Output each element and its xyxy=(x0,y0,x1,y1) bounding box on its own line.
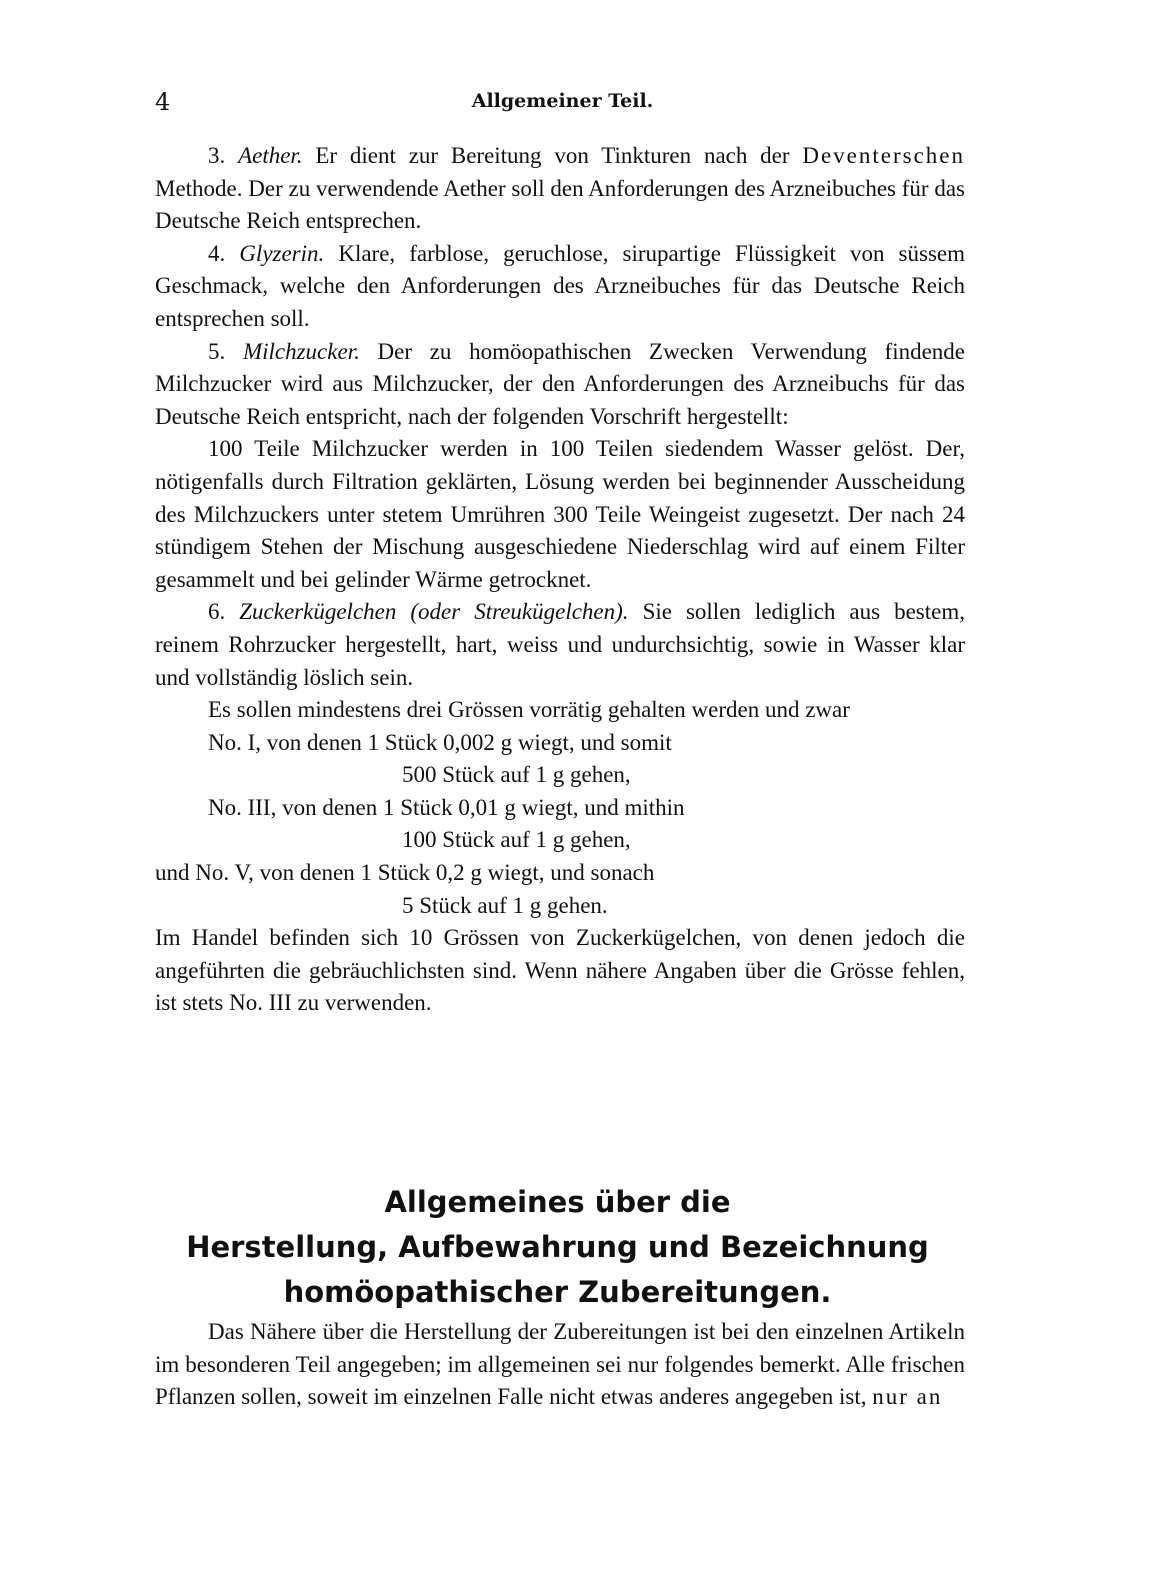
item-number: 6. xyxy=(208,599,226,625)
heading-line: Allgemeines über die xyxy=(384,1185,731,1219)
item-number: 3. xyxy=(208,143,226,168)
size-line: No. I, von denen 1 Stück 0,002 g wiegt, und somit xyxy=(208,729,672,755)
section-paragraph xyxy=(155,1316,965,1414)
section-heading xyxy=(150,1180,965,1315)
closing-paragraph: Im Handel befinden sich 10 Grössen von Zuckerkügelchen, von denen jedoch die angeführten die gebräuchlichsten sind. Wenn nähere Angaben über die Grösse fehlen, ist stets No. III zu verwenden. xyxy=(155,925,965,1016)
paragraph-emphasis: nur an xyxy=(872,1384,943,1410)
section-text xyxy=(155,1316,965,1414)
item-text: Der zu homöopathischen Zwecken Verwendung findende Milchzucker wird aus Milchzucker, der den Anforderungen des Arzneibuchs für das Deutsche Reich entspricht, nach der folgenden Vorschrift hergestellt: xyxy=(155,338,966,429)
size-line: 5 Stück auf 1 g gehen. xyxy=(402,892,608,918)
item-milchzucker xyxy=(155,336,965,434)
page-header xyxy=(155,88,970,118)
item-title: Milchzucker. xyxy=(242,338,360,364)
person-name: Deventerschen xyxy=(802,143,965,168)
size-line: 500 Stück auf 1 g gehen, xyxy=(402,762,631,788)
item-text: Methode. Der zu verwendende Aether soll den Anforderungen des Arzneibuches für das Deutsche Reich entsprechen. xyxy=(155,175,965,234)
sizes-intro: Es sollen mindestens drei Grössen vorrätig gehalten werden und zwar xyxy=(208,697,850,723)
item-zuckerkuegelchen xyxy=(155,596,965,694)
item-number: 5. xyxy=(208,338,226,364)
heading-line: homöopathischer Zubereitungen. xyxy=(283,1275,832,1309)
item-text: Sie sollen lediglich aus bestem, reinem Rohrzucker hergestellt, hart, weiss und undurchsichtig, sowie in Wasser klar und vollständig löslich sein. xyxy=(155,599,965,690)
item-title: Zuckerkügelchen (oder Streukügelchen). xyxy=(239,599,629,625)
item-text: Er dient zur Bereitung von Tinkturen nach der xyxy=(302,143,803,168)
item-aether xyxy=(155,140,965,238)
heading-line: Herstellung, Aufbewahrung und Bezeichnung xyxy=(186,1230,929,1264)
page-number: 4 xyxy=(155,88,171,116)
item-title: Glyzerin. xyxy=(239,240,325,266)
size-line: 100 Stück auf 1 g gehen, xyxy=(402,827,631,853)
item-glyzerin xyxy=(155,238,965,336)
item-number: 4. xyxy=(208,240,226,266)
size-line: und No. V, von denen 1 Stück 0,2 g wiegt, und sonach xyxy=(155,860,655,886)
running-head: Allgemeiner Teil. xyxy=(471,90,654,112)
paragraph-text: Das Nähere über die Herstellung der Zubereitungen ist bei den einzelnen Artikeln im besonderen Teil angegeben; im allgemeinen sei nur folgendes bemerkt. Alle frischen Pflanzen sollen, soweit im einzelnen Falle nicht etwas anderes angegeben ist, xyxy=(155,1319,965,1410)
main-text xyxy=(155,140,965,1020)
item-text: Klare, farblose, geruchlose, sirupartige Flüssigkeit von süssem Geschmack, welche den Anforderungen des Arzneibuches für das Deutsche Reich entsprechen soll. xyxy=(155,240,966,331)
item-title: Aether. xyxy=(238,143,303,168)
size-line: No. III, von denen 1 Stück 0,01 g wiegt, und mithin xyxy=(208,794,685,820)
size-list xyxy=(155,727,965,923)
milchzucker-recipe: 100 Teile Milchzucker werden in 100 Teilen siedendem Wasser gelöst. Der, nötigenfalls durch Filtration geklärten, Lösung werden bei beginnender Ausscheidung des Milchzuckers unter stetem Umrühren 300 Teile Weingeist zugesetzt. Der nach 24 stündigem Stehen der Mischung ausgeschiedene Niederschlag wird auf einem Filter gesammelt und bei gelinder Wärme getrocknet. xyxy=(155,436,965,592)
